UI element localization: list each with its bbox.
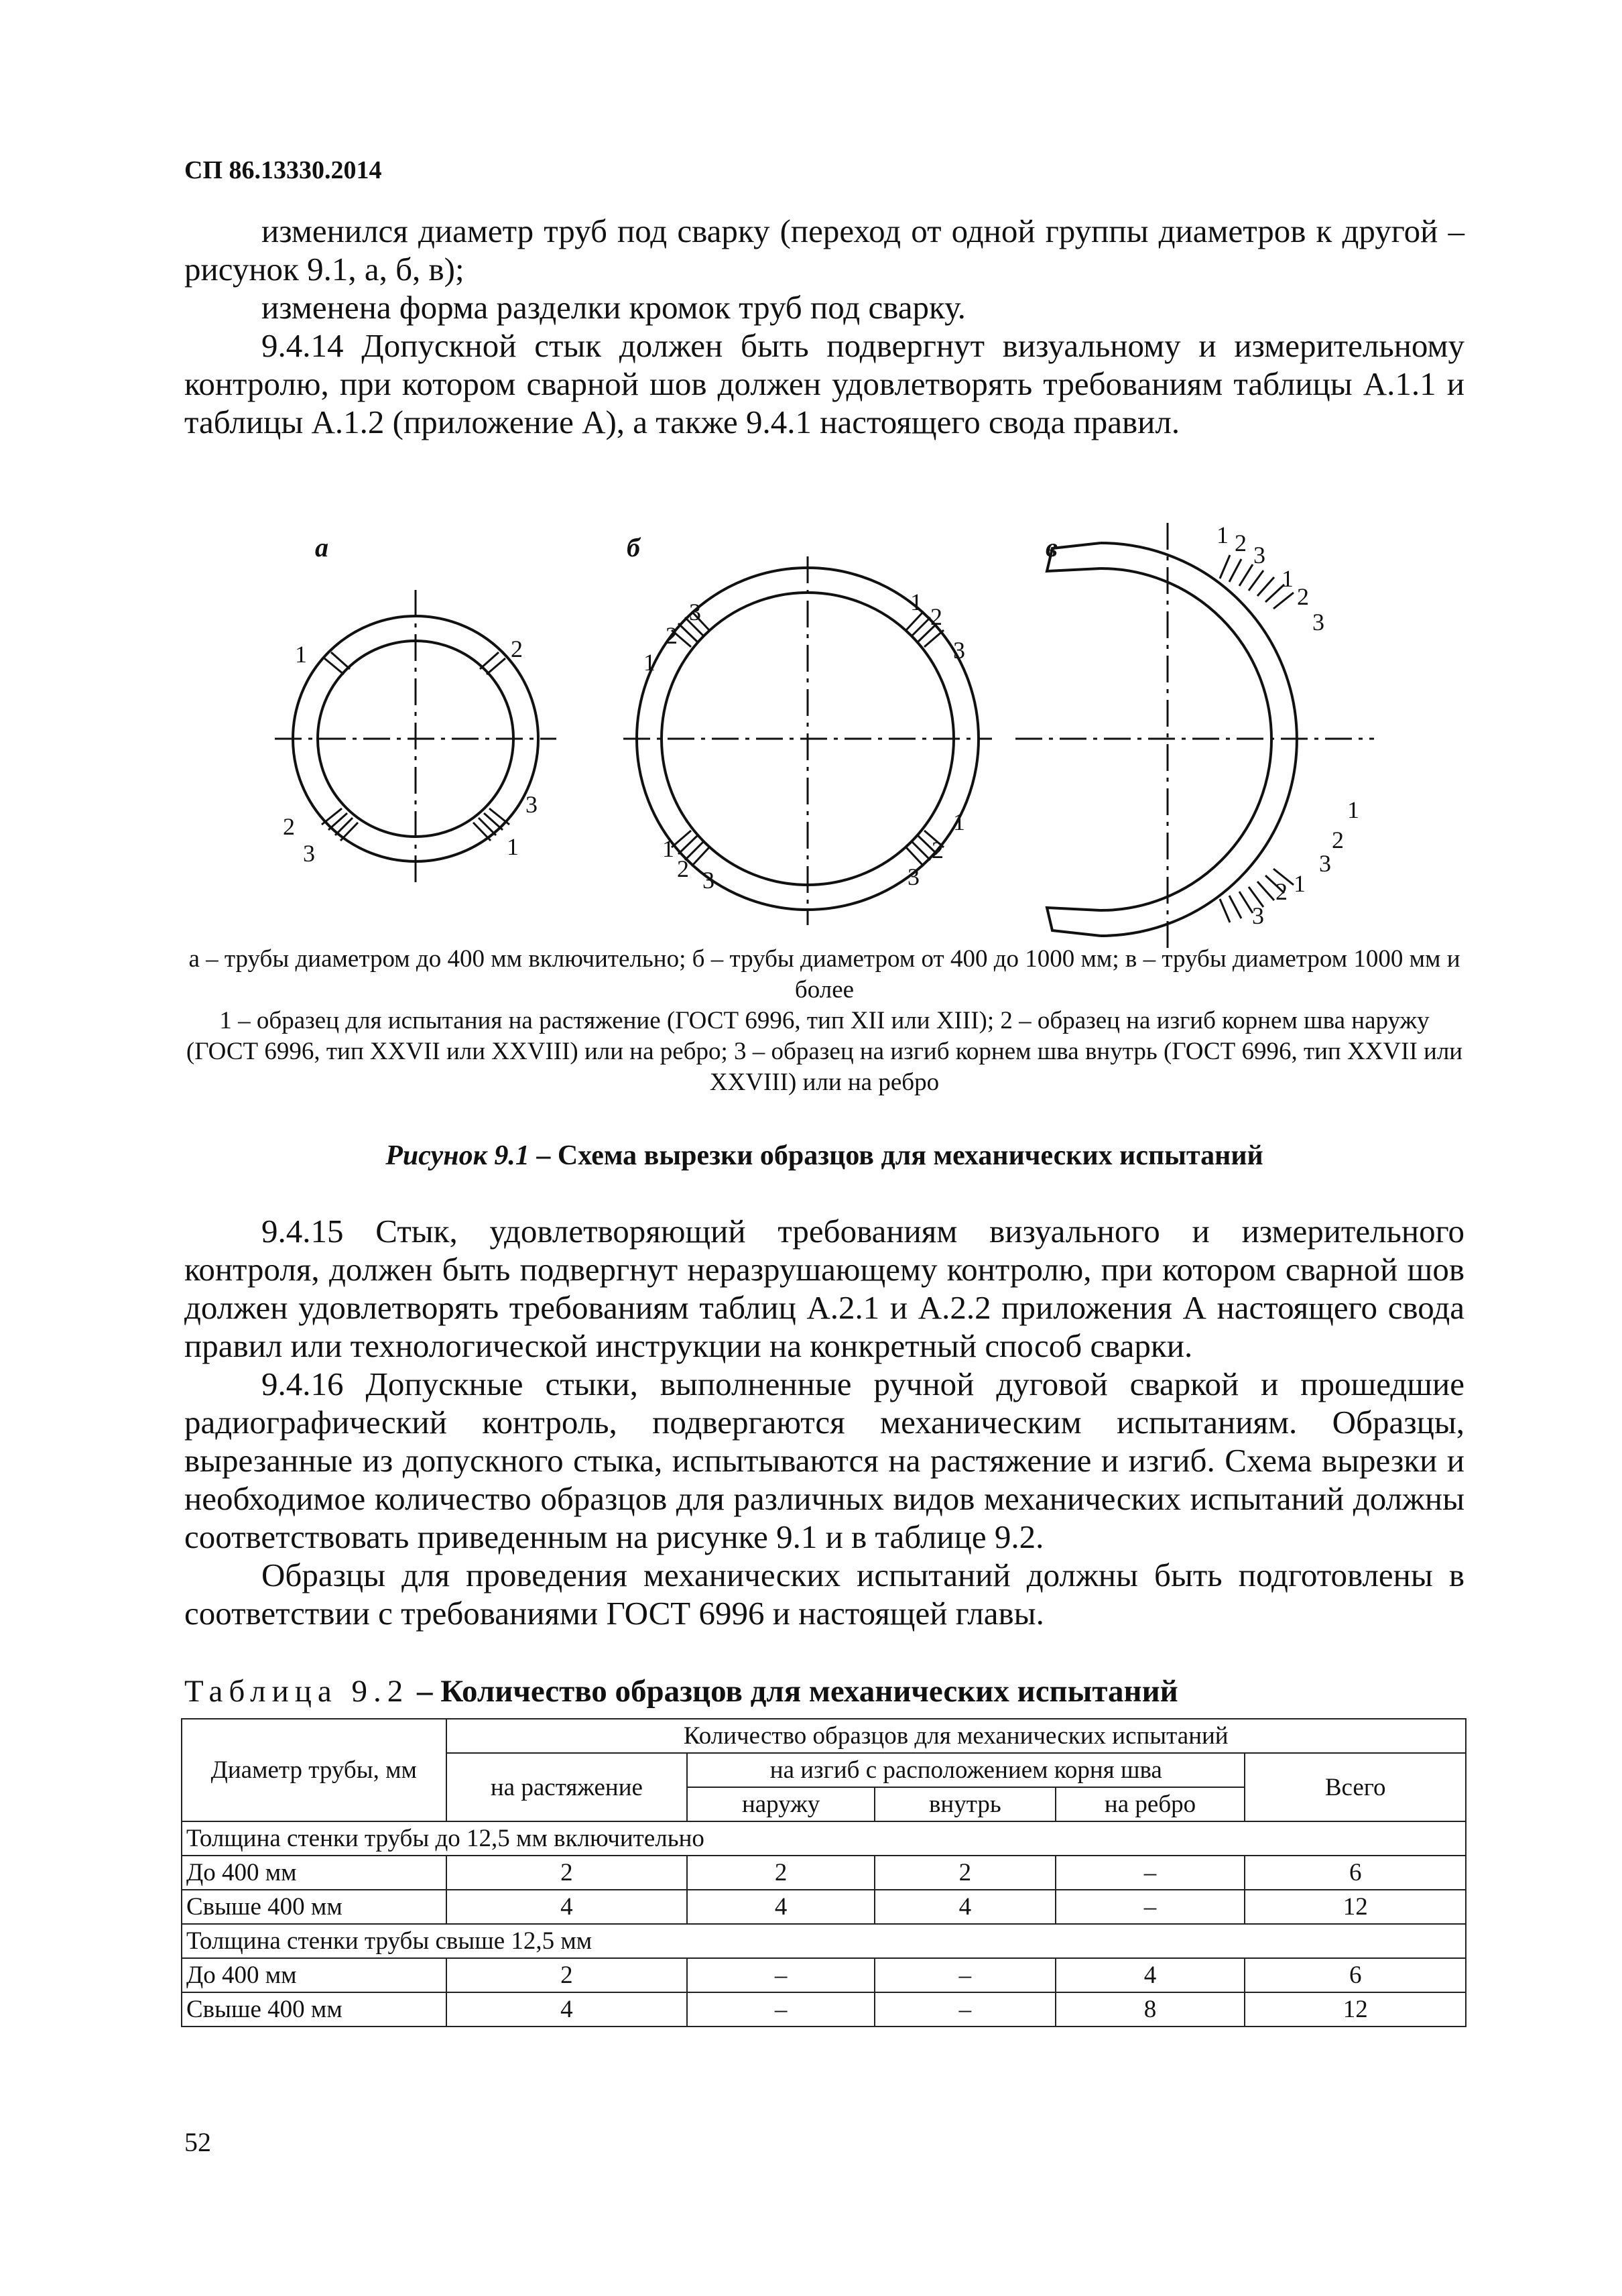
paragraph: изменился диаметр труб под сварку (переход от одной группы диаметров к другой – рисунок 9.1, а, б, в); [184,213,1464,288]
top-text [184,212,1464,441]
cell-total: 12 [1245,1992,1466,2027]
paragraph: Образцы для проведения механических испытаний должны быть подготовлены в соответствии с требованиями ГОСТ 6996 и настоящей главы. [184,1557,1464,1632]
panel-label-a: а [315,532,328,562]
cell-diameter: Свыше 400 мм [182,1992,446,2027]
label-3: 3 [689,599,701,625]
cell-inward: – [875,1958,1056,1992]
header-inward: внутрь [875,1787,1056,1821]
cell-tension: 4 [446,1890,688,1924]
table-group-row [182,1924,1466,1958]
table-row [182,1856,1466,1890]
label-2: 2 [1235,530,1247,556]
panel-label-b: б [627,532,640,562]
label-2: 2 [511,636,523,662]
label-2: 2 [932,837,944,863]
label-3: 3 [525,791,538,818]
header-diameter: Диаметр трубы, мм [182,1719,446,1821]
label-1: 1 [643,649,656,676]
label-2: 2 [677,855,689,882]
bottom-text [184,1212,1464,1632]
cell-tension: 4 [446,1992,688,2027]
label-2: 2 [1332,827,1344,853]
label-3: 3 [1319,850,1331,877]
figure-title [184,1140,1464,1172]
cell-outward: 2 [687,1856,875,1890]
legend-samples: 1 – образец для испытания на растяжение (ГОСТ 6996, тип XII или XIII); 2 – образец на изгиб корнем шва наружу (ГОСТ 6996, тип XXVII или XXVIII) или на ребро; 3 – образец на изгиб корнем шва внутрь (ГОСТ 6996, тип XXVII или XXVIII) или на ребро [186,1007,1463,1096]
page-number: 52 [184,2127,211,2157]
label-1: 1 [295,641,307,668]
label-3: 3 [953,637,965,664]
label-1: 1 [953,808,965,835]
figure-number: Рисунок 9.1 [385,1140,529,1171]
header-tension: на растяжение [446,1753,688,1821]
paragraph: 9.4.14 Допускной стык должен быть подвергнут визуальному и измерительному контролю, при котором сварной шов должен удовлетворять требованиям таблицы А.1.1 и таблицы А.1.2 (приложение А), а также 9.4.1 настоящего свода правил. [184,327,1464,440]
header-count-group: Количество образцов для механических испытаний [446,1719,1466,1753]
cell-total: 6 [1245,1958,1466,1992]
label-1: 1 [662,835,674,862]
header-total: Всего [1245,1753,1466,1821]
cell-inward: – [875,1992,1056,2027]
label-1: 1 [1294,870,1306,897]
cell-outward: – [687,1992,875,2027]
cell-diameter: До 400 мм [182,1958,446,1992]
label-3: 3 [702,867,714,894]
label-2: 2 [666,622,678,649]
cell-diameter: Свыше 400 мм [182,1890,446,1924]
group-title: Толщина стенки трубы до 12,5 мм включительно [182,1821,1466,1856]
figure-title-text: – Схема вырезки образцов для механических испытаний [529,1140,1263,1171]
cell-diameter: До 400 мм [182,1856,446,1890]
document-code: СП 86.13330.2014 [184,156,382,184]
label-1: 1 [910,589,922,615]
samples-table [181,1718,1467,2027]
cell-inward: 2 [875,1856,1056,1890]
header-edge: на ребро [1056,1787,1245,1821]
paragraph: 9.4.16 Допускные стыки, выполненные ручной дуговой сваркой и прошедшие радиографический контроль, подвергаются механическим испытаниям. Образцы, вырезанные из допускного стыка, испытываются на растяжение и изгиб. Схема вырезки и необходимое количество образцов для различных видов механических испытаний должны соответствовать приведенным на рисунке 9.1 и в таблице 9.2. [184,1366,1464,1555]
label-3: 3 [908,863,920,890]
cell-edge: – [1056,1856,1245,1890]
group-title: Толщина стенки трубы свыше 12,5 мм [182,1924,1466,1958]
legend-diameters: а – трубы диаметром до 400 мм включительно; б – трубы диаметром от 400 до 1000 мм; в – трубы диаметром 1000 мм и более [188,945,1460,1004]
cell-tension: 2 [446,1958,688,1992]
table-title: – Количество образцов для механических испытаний [409,1674,1178,1709]
label-3: 3 [1253,542,1265,568]
label-2: 2 [1297,583,1309,610]
label-3: 3 [303,840,315,867]
header-outward: наружу [687,1787,875,1821]
figure-9-1 [261,509,1401,952]
label-1: 1 [1216,522,1229,548]
label-1: 1 [1347,796,1359,823]
table-label: Таблица 9.2 [184,1674,410,1709]
table-caption [184,1673,1178,1709]
table-group-row [182,1821,1466,1856]
cell-outward: 4 [687,1890,875,1924]
cell-edge: 8 [1056,1992,1245,2027]
table-header-row [182,1719,1466,1753]
table-row [182,1958,1466,1992]
cell-tension: 2 [446,1856,688,1890]
paragraph: 9.4.15 Стык, удовлетворяющий требованиям визуального и измерительного контроля, должен быть подвергнут неразрушающему контролю, при котором сварной шов должен удовлетворять требованиям таблиц А.2.1 и А.2.2 приложения А настоящего свода правил или технологической инструкции на конкретный способ сварки. [184,1213,1464,1364]
cutting-scheme-drawing [261,509,1401,952]
table-row [182,1890,1466,1924]
table-row [182,1992,1466,2027]
cell-total: 12 [1245,1890,1466,1924]
cell-inward: 4 [875,1890,1056,1924]
cell-edge: – [1056,1890,1245,1924]
cell-total: 6 [1245,1856,1466,1890]
pipe-diagram-large [1015,523,1374,952]
panel-label-v: в [1046,532,1058,562]
label-1: 1 [1282,565,1294,592]
label-2: 2 [930,603,942,630]
label-2: 2 [283,813,295,840]
header-bend-group: на изгиб с расположением корня шва [687,1753,1245,1787]
figure-legend [184,944,1464,1098]
label-2: 2 [1275,878,1288,905]
paragraph: изменена форма разделки кромок труб под сварку. [261,289,966,326]
cell-edge: 4 [1056,1958,1245,1992]
label-3: 3 [1252,902,1264,929]
cell-outward: – [687,1958,875,1992]
label-1: 1 [507,833,519,860]
label-3: 3 [1312,609,1324,636]
